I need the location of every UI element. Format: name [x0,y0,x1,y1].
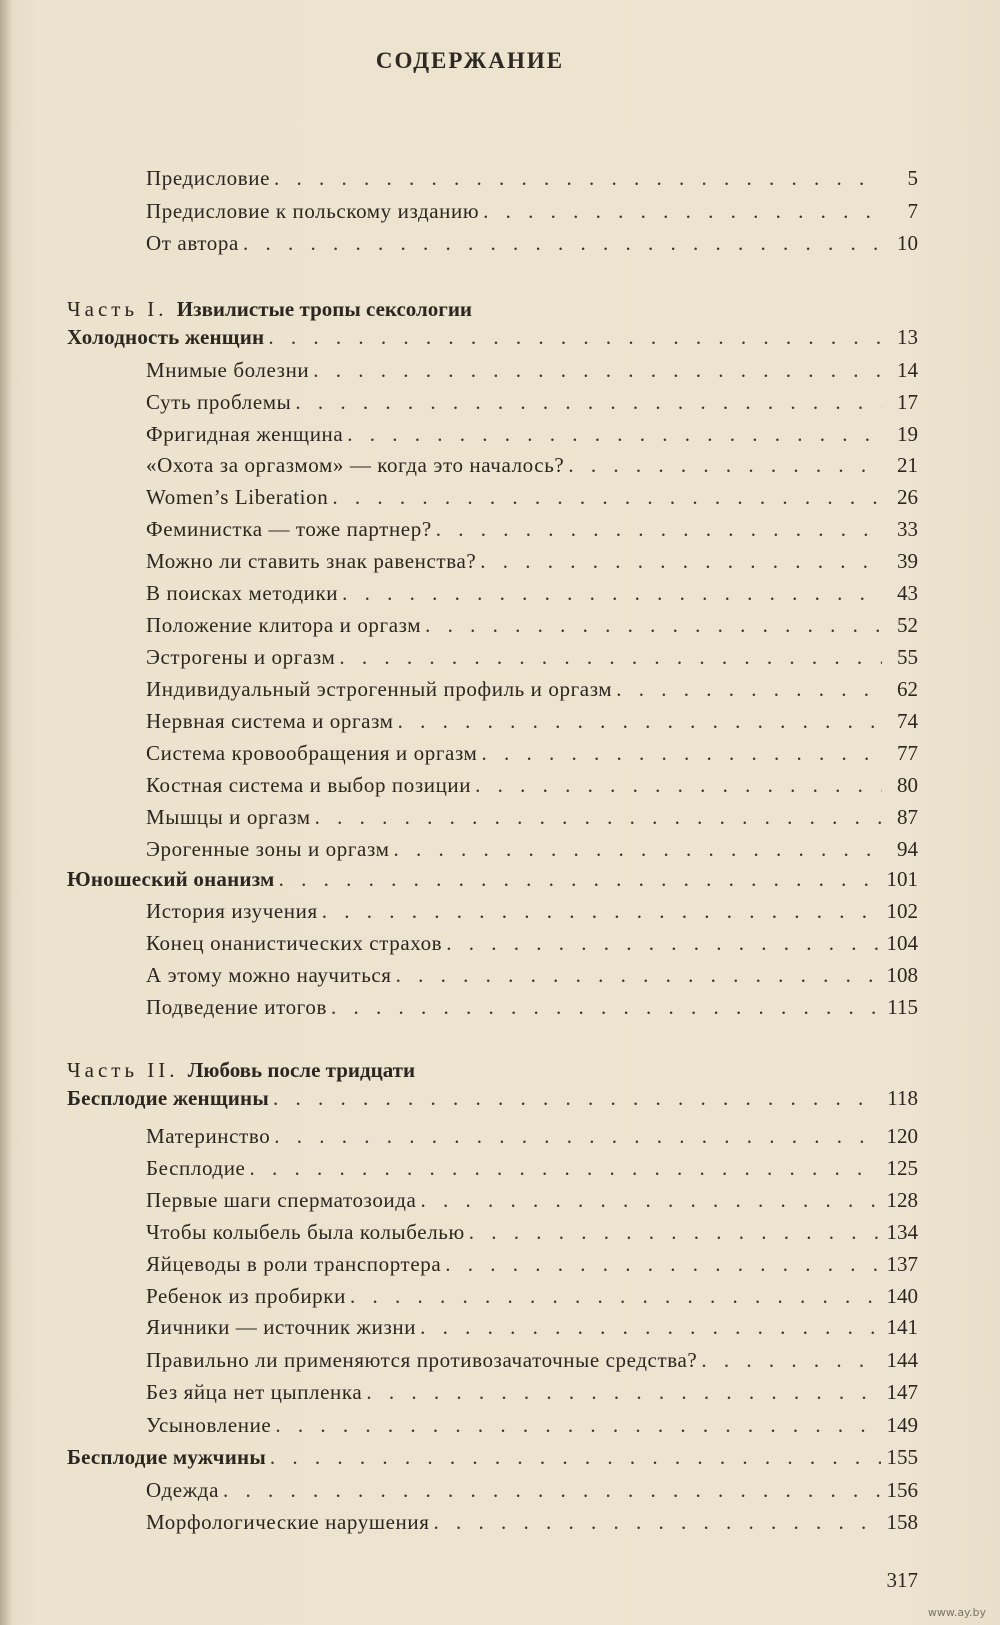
toc-entry [146,642,918,672]
toc-entry-page: 26 [897,485,918,509]
toc-entry-label: Материнство [146,1124,271,1148]
toc-entry-label: «Охота за оргазмом» — когда это началось? [146,453,565,477]
toc-entry-label: Суть проблемы [146,390,292,414]
toc-entry [146,1185,918,1215]
toc-entry-page: 14 [897,358,918,382]
leader-dots [398,706,882,736]
leader-dots [425,610,882,640]
leader-dots [396,960,881,990]
toc-entry-label: В поисках методики [146,581,339,605]
chapter-page: 118 [887,1086,918,1110]
toc-entry [146,896,918,926]
leader-dots [223,1475,880,1505]
toc-entry-label: Без яйца нет цыпленка [146,1380,363,1404]
toc-entry-label: Women’s Liberation [146,485,329,509]
toc-entry-page: 39 [897,549,918,573]
chapter-page: 155 [886,1445,918,1469]
leader-dots [366,1377,880,1407]
toc-entry-page: 10 [897,231,918,255]
toc-entry-page: 17 [897,390,918,414]
toc-entry-label: История изучения [146,899,318,923]
toc-entry-page: 156 [886,1478,918,1502]
toc-entry [146,228,918,258]
toc-entry-label: Чтобы колыбель была колыбелью [146,1220,465,1244]
toc-entry-label: Система кровообращения и оргазм [146,741,478,765]
toc-entry-page: 19 [897,422,918,446]
toc-entry [146,738,918,768]
leader-dots [433,1507,880,1537]
toc-entry-page: 33 [897,517,918,541]
page-number: 317 [886,1568,918,1592]
leader-dots [268,322,882,352]
toc-entry [146,1281,918,1311]
toc-entry [146,1507,918,1537]
toc-entry [146,419,918,449]
toc-entry [146,1217,918,1247]
leader-dots [483,196,882,226]
toc-entry [146,514,918,544]
toc-entry-label: Яичники — источник жизни [146,1315,417,1339]
toc-entry [146,1345,918,1375]
toc-entry-label: Одежда [146,1478,220,1502]
toc-entry-page: 74 [897,709,918,733]
toc-entry-page: 140 [886,1284,918,1308]
leader-dots [315,802,882,832]
toc-entry [146,802,918,832]
toc-entry-label: Подведение итогов [146,995,327,1019]
toc-entry [146,706,918,736]
toc-entry [146,960,918,990]
toc-entry-label: Фригидная женщина [146,422,344,446]
toc-entry [146,546,918,576]
toc-entry [146,834,918,864]
leader-dots [342,578,882,608]
toc-entry-label: Конец онанистических страхов [146,931,443,955]
leader-dots [243,228,882,258]
leader-dots [469,1217,881,1247]
part-title: Любовь после тридцати [187,1058,416,1082]
toc-entry [146,1410,918,1440]
leader-dots [274,1121,880,1151]
toc-entry [146,1121,918,1151]
toc-entry-page: 80 [897,773,918,797]
toc-entry-label: Усыновление [146,1413,272,1437]
toc-entry-page: 125 [886,1156,918,1180]
leader-dots [274,163,882,193]
toc-entry-label: Правильно ли применяются противозачаточные средства? [146,1348,698,1372]
toc-entry-label: Положение клитора и оргазм [146,613,422,637]
toc-entry-label: А этому можно научиться [146,963,392,987]
toc-entry [146,1153,918,1183]
chapter-label: Бесплодие мужчины [67,1445,266,1469]
toc-entry [146,1377,918,1407]
part-number: Часть II. [67,1058,179,1082]
leader-dots [701,1345,880,1375]
leader-dots [436,514,882,544]
leader-dots [273,1083,881,1113]
toc-entry-page: 94 [897,837,918,861]
leader-dots [313,355,882,385]
toc-entry-page: 120 [886,1124,918,1148]
chapter-page: 13 [897,325,918,349]
toc-entry [146,992,918,1022]
chapter-page: 101 [886,867,918,891]
leader-dots [279,864,881,894]
toc-entry-label: Индивидуальный эстрогенный профиль и оргазм [146,677,613,701]
toc-entry-label: Эстрогены и оргазм [146,645,336,669]
toc-entry-page: 141 [886,1315,918,1339]
toc-entry [146,450,918,480]
toc-entry-label: Яйцеводы в роли транспортера [146,1252,442,1276]
toc-entry-label: Мышцы и оргазм [146,805,311,829]
part-title: Извилистые тропы сексологии [176,297,473,321]
toc-entry-page: 77 [897,741,918,765]
watermark: www.ay.by [927,1606,986,1619]
toc-entry-label: Бесплодие [146,1156,246,1180]
leader-dots [332,482,882,512]
toc-entry-page: 55 [897,645,918,669]
toc-entry-page: 104 [886,931,918,955]
leader-dots [322,896,881,926]
leader-dots [275,1410,880,1440]
toc-entry-page: 158 [886,1510,918,1534]
toc-entry [146,1475,918,1505]
chapter-label: Юношеский онанизм [67,867,275,891]
toc-entry-page: 134 [886,1220,918,1244]
leader-dots [339,642,882,672]
page-title: СОДЕРЖАНИЕ [375,48,565,73]
toc-entry-label: Предисловие к польскому изданию [146,199,480,223]
toc-entry-page: 87 [897,805,918,829]
toc-entry [146,355,918,385]
leader-dots [568,450,882,480]
chapter-entry [67,322,918,352]
toc-entry [146,928,918,958]
toc-entry-page: 108 [886,963,918,987]
toc-entry [146,163,918,193]
chapter-entry [67,1442,918,1472]
toc-entry-label: Костная система и выбор позиции [146,773,472,797]
leader-dots [270,1442,881,1472]
toc-entry-page: 52 [897,613,918,637]
part-heading [67,294,472,324]
chapter-label: Холодность женщин [67,325,265,349]
toc-entry-page: 144 [886,1348,918,1372]
leader-dots [481,738,882,768]
part-number: Часть I. [67,297,168,321]
toc-entry [146,387,918,417]
toc-entry [146,770,918,800]
toc-entry [146,482,918,512]
leader-dots [295,387,882,417]
toc-entry-label: От автора [146,231,239,255]
leader-dots [445,1249,880,1279]
leader-dots [331,992,881,1022]
toc-entry-page: 137 [886,1252,918,1276]
toc-entry-label: Нервная система и оргазм [146,709,394,733]
toc-entry [146,1312,918,1342]
part-heading [67,1055,415,1085]
toc-entry [146,578,918,608]
leader-dots [480,546,882,576]
chapter-entry [67,1083,918,1113]
toc-entry [146,674,918,704]
toc-entry-page: 147 [886,1380,918,1404]
leader-dots [420,1185,880,1215]
toc-entry-page: 7 [907,199,918,223]
toc-entry-page: 102 [886,899,918,923]
toc-entry [146,610,918,640]
toc-entry-label: Ребенок из пробирки [146,1284,346,1308]
chapter-entry [67,864,918,894]
toc-entry [146,1249,918,1279]
leader-dots [420,1312,880,1342]
toc-entry [146,196,918,226]
toc-entry-label: Феминистка — тоже партнер? [146,517,432,541]
toc-entry-label: Первые шаги сперматозоида [146,1188,417,1212]
toc-entry-page: 115 [887,995,918,1019]
leader-dots [347,419,882,449]
toc-entry-page: 43 [897,581,918,605]
toc-entry-page: 21 [897,453,918,477]
toc-entry-label: Мнимые болезни [146,358,310,382]
chapter-label: Бесплодие женщины [67,1086,269,1110]
toc-entry-page: 149 [886,1413,918,1437]
leader-dots [446,928,880,958]
toc-entry-page: 128 [886,1188,918,1212]
toc-entry-label: Предисловие [146,166,271,190]
leader-dots [616,674,882,704]
toc-entry-page: 5 [907,166,918,190]
toc-entry-label: Можно ли ставить знак равенства? [146,549,477,573]
toc-entry-page: 62 [897,677,918,701]
leader-dots [350,1281,881,1311]
leader-dots [393,834,882,864]
toc-entry-label: Морфологические нарушения [146,1510,430,1534]
leader-dots [249,1153,880,1183]
toc-entry-label: Эрогенные зоны и оргазм [146,837,390,861]
leader-dots [475,770,882,800]
